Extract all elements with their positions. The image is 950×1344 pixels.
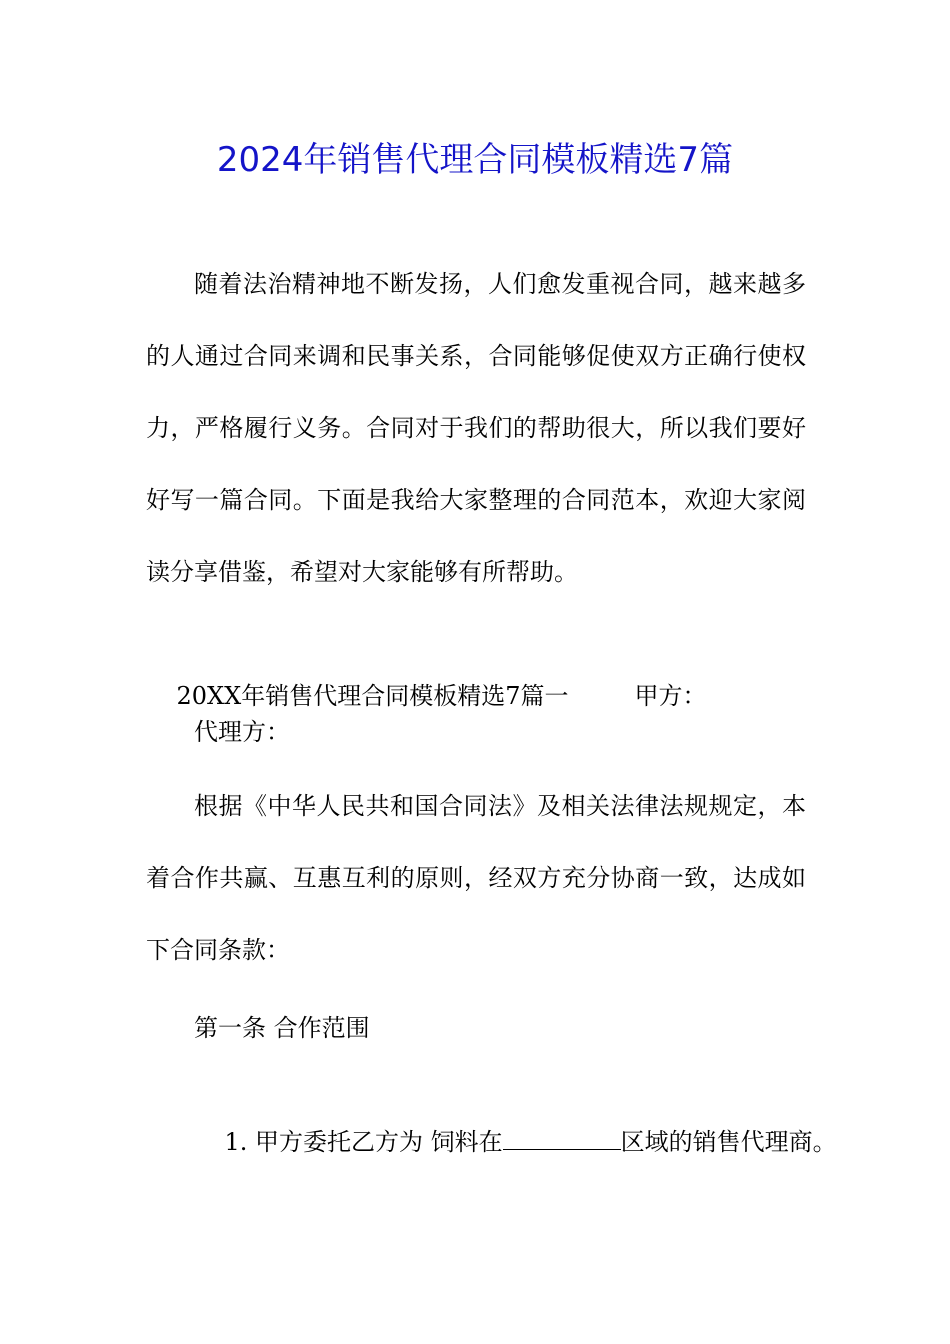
party-a-label: 甲方： [634,682,707,710]
document-title: 2024年销售代理合同模板精选7篇 [216,140,734,180]
agent-label: 代理方： [194,718,290,746]
clause-1-suffix: 区域的销售代理商。 [620,1128,837,1156]
clause-1-prefix: 1. 甲方委托乙方为 饲料在 [224,1128,503,1156]
intro-paragraph: 随着法治精神地不断发扬，人们愈发重视合同，越来越多的人通过合同来调和民事关系，合同能够促使双方正确行使权力，严格履行义务。合同对于我们的帮助很大，所以我们要好好写一篇合同。下面是我给大家整理的合同范本，欢迎大家阅读分享借鉴，希望对大家能够有所帮助。 [146,270,806,586]
region-blank-field [503,1129,621,1150]
clause-1 [194,1088,837,1196]
law-paragraph: 根据《中华人民共和国合同法》及相关法律法规规定，本着合作共赢、互惠互利的原则，经双方充分协商一致，达成如下合同条款： [146,792,806,964]
article-1-heading: 第一条 合作范围 [194,1014,370,1042]
section-heading: 20XX年销售代理合同模板精选7篇一 [176,682,569,710]
